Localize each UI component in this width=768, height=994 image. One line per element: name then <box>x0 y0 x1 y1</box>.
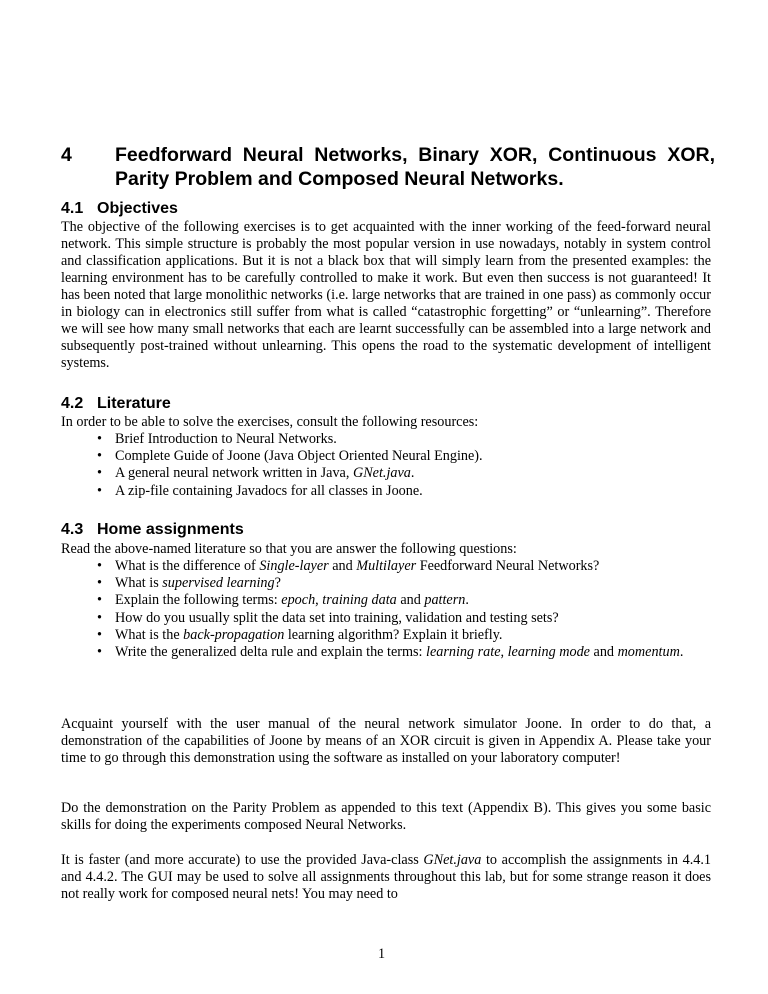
list-item: • How do you usually split the data set into training, validation and testing sets? <box>97 609 559 626</box>
section-title: Home assignments <box>97 521 244 538</box>
list-item: • What is the back-propagation learning algorithm? Explain it briefly. <box>97 626 503 643</box>
section-heading-literature <box>61 394 171 414</box>
page-number: 1 <box>378 946 386 962</box>
section-title: Literature <box>97 395 171 412</box>
section-title: Objectives <box>97 200 178 217</box>
home-intro: Read the above-named literature so that you are answer the following questions: <box>61 541 517 557</box>
bullet-icon: • <box>97 558 102 574</box>
bullet-icon: • <box>97 482 102 499</box>
chapter-number: 4 <box>61 144 72 166</box>
section-number: 4.3 <box>61 521 84 538</box>
list-item: • Write the generalized delta rule and explain the terms: learning rate, learning mode and momentum. <box>97 644 684 661</box>
questions-list <box>61 558 711 661</box>
gnet-paragraph: It is faster (and more accurate) to use the provided Java-class GNet.java to accomplish the assignments in 4.4.1 and 4.4.2. The GUI may be used to solve all assignments throughout this lab, but for some strange reason it does not really work for composed neural nets! You may need to <box>61 852 711 902</box>
section-number: 4.2 <box>61 395 84 412</box>
literature-list <box>61 431 711 500</box>
bullet-icon: • <box>97 575 102 592</box>
literature-intro: In order to be able to solve the exercises, consult the following resources: <box>61 414 479 430</box>
bullet-icon: • <box>97 592 102 609</box>
objectives-paragraph: The objective of the following exercises is to get acquainted with the inner working of the feed-forward neural network. This simple structure is probably the most popular version in use nowadays, notably in system control and classification applications. But it is not a black box that will simply learn from the presented examples: the learning environment has to be carefully controlled to make it work. But even then success is not guaranteed! It has been noted that large monolithic networks (i.e. large networks that are trained in one pass) as commonly occur in biology can in electronics still suffer from what is called “catastrophic forgetting” or “unlearning”. Therefore we will see how many small networks that each are learnt successfully can be assembled into a large network and subsequently post-trained without unlearning. This opens the road to the systematic development of intelligent systems. <box>61 219 711 371</box>
bullet-icon: • <box>97 465 102 482</box>
list-item: • Brief Introduction to Neural Networks. <box>97 431 337 447</box>
parity-demo-paragraph: Do the demonstration on the Parity Problem as appended to this text (Appendix B). This gives you some basic skills for doing the experiments composed Neural Networks. <box>61 800 711 833</box>
section-heading-objectives <box>61 199 178 219</box>
list-item: • Explain the following terms: epoch, training data and pattern. <box>97 592 469 609</box>
section-heading-home-assignments <box>61 520 244 540</box>
list-item: • What is supervised learning? <box>97 575 281 592</box>
list-item: • What is the difference of Single-layer and Multilayer Feedforward Neural Networks? <box>97 558 600 574</box>
bullet-icon: • <box>97 626 102 643</box>
list-item: • A zip-file containing Javadocs for all classes in Joone. <box>97 482 423 499</box>
chapter-title: Feedforward Neural Networks, Binary XOR, Continuous XOR, Parity Problem and Composed Neural Networks. <box>115 144 715 190</box>
bullet-icon: • <box>97 431 102 447</box>
list-item: • Complete Guide of Joone (Java Object Oriented Neural Engine). <box>97 448 483 465</box>
bullet-icon: • <box>97 448 102 465</box>
bullet-icon: • <box>97 644 102 661</box>
joone-manual-paragraph: Acquaint yourself with the user manual of the neural network simulator Joone. In order to do that, a demonstration of the capabilities of Joone by means of an XOR circuit is given in Appendix A. Please take your time to go through this demonstration using the software as installed on your laboratory computer! <box>61 716 711 766</box>
bullet-icon: • <box>97 609 102 626</box>
section-number: 4.1 <box>61 200 84 217</box>
list-item: • A general neural network written in Java, GNet.java. <box>97 465 415 482</box>
